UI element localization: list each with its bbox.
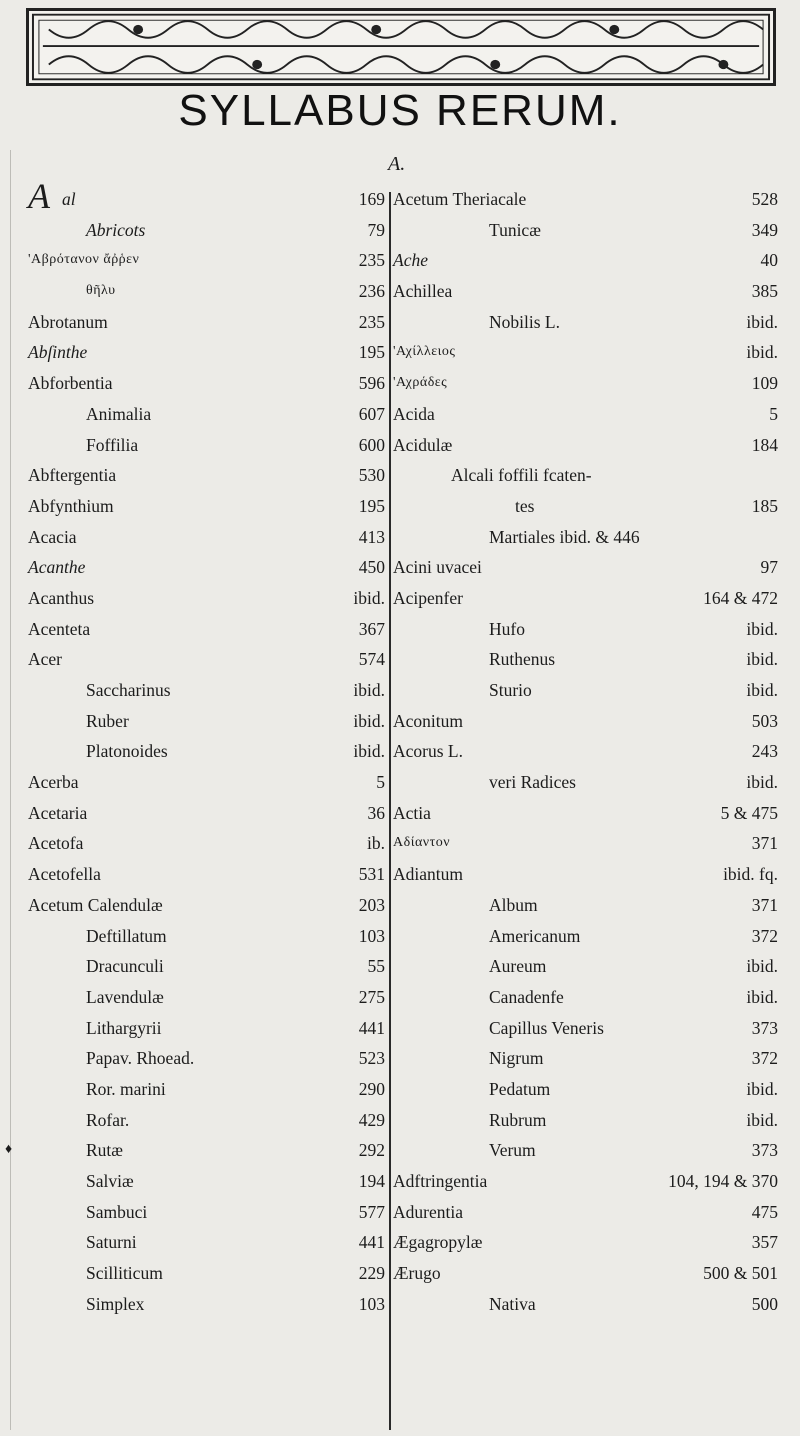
index-entry bbox=[393, 491, 778, 522]
entry-term: Pedatum bbox=[489, 1078, 551, 1099]
entry-term: Acetaria bbox=[28, 802, 88, 823]
entry-page: 349 bbox=[751, 219, 778, 240]
drop-cap: A bbox=[28, 176, 50, 216]
page-title: SYLLABUS RERUM. bbox=[178, 86, 622, 135]
entry-page: 292 bbox=[358, 1140, 385, 1161]
index-entry bbox=[28, 522, 389, 553]
index-entry bbox=[28, 1166, 389, 1197]
margin-bullet: ♦ bbox=[5, 1142, 13, 1158]
index-entry bbox=[393, 921, 778, 952]
entry-term: Ruber bbox=[86, 710, 129, 731]
index-entry bbox=[393, 460, 778, 491]
entry-term: Acer bbox=[28, 649, 63, 670]
entry-page: 164 & 472 bbox=[703, 587, 778, 608]
index-entry bbox=[393, 1289, 778, 1320]
index-entry bbox=[28, 798, 389, 829]
entry-page: 243 bbox=[751, 741, 778, 762]
index-entry bbox=[393, 245, 778, 276]
entry-term: Rofar. bbox=[86, 1109, 130, 1130]
entry-page: ibid. bbox=[746, 986, 778, 1007]
entry-term: Abforbentia bbox=[28, 373, 113, 394]
entry-page: 441 bbox=[358, 1232, 385, 1253]
index-entry bbox=[28, 491, 389, 522]
entry-term: 'Αβρότανον ἄῤῥεν bbox=[28, 252, 140, 268]
index-entry bbox=[28, 828, 389, 859]
index-entry bbox=[393, 1227, 778, 1258]
entry-page: 275 bbox=[358, 986, 385, 1007]
entry-term: Acanthe bbox=[28, 557, 86, 578]
index-entry bbox=[393, 675, 778, 706]
entry-term: veri Radices bbox=[489, 772, 576, 793]
entry-page: 195 bbox=[358, 342, 385, 363]
entry-term: Acorus L. bbox=[393, 741, 463, 762]
entry-page: ibid. bbox=[746, 311, 778, 332]
entry-page: 372 bbox=[751, 925, 778, 946]
entry-page: 97 bbox=[760, 557, 778, 578]
entry-term: Ruthenus bbox=[489, 649, 556, 670]
entry-page: ibid. bbox=[746, 1078, 778, 1099]
index-entry bbox=[393, 1105, 778, 1136]
index-entry bbox=[28, 245, 389, 276]
entry-page: ibid. bbox=[746, 1109, 778, 1130]
entry-page: ibid. bbox=[746, 956, 778, 977]
index-entry bbox=[393, 1258, 778, 1289]
entry-term: Acenteta bbox=[28, 618, 91, 639]
entry-term: Adftringentia bbox=[393, 1171, 488, 1191]
entry-page: 373 bbox=[751, 1017, 778, 1038]
index-entry bbox=[28, 552, 389, 583]
entry-page: 531 bbox=[358, 864, 385, 885]
entry-page: ibid. bbox=[746, 772, 778, 793]
entry-page: ibid. bbox=[746, 649, 778, 670]
entry-page: 596 bbox=[358, 373, 385, 394]
index-entry bbox=[393, 552, 778, 583]
entry-page: ibid. bbox=[746, 680, 778, 700]
section-letter: A. bbox=[388, 153, 406, 175]
index-entry bbox=[28, 583, 389, 614]
entry-page: 185 bbox=[751, 495, 778, 516]
ornamental-header-banner bbox=[26, 8, 776, 86]
entry-term: Aconitum bbox=[393, 710, 463, 731]
entry-page: ibid. bbox=[353, 710, 385, 731]
index-entry bbox=[393, 430, 778, 461]
index-entry bbox=[28, 1289, 389, 1320]
entry-term: Abrotanum bbox=[28, 311, 108, 332]
entry-page: 530 bbox=[358, 465, 385, 486]
entry-page: 109 bbox=[751, 373, 778, 394]
entry-page: 5 & 475 bbox=[720, 802, 778, 823]
entry-page: 79 bbox=[367, 219, 385, 240]
index-entry bbox=[393, 859, 778, 890]
entry-term: tes bbox=[515, 495, 535, 516]
entry-term: Hufo bbox=[489, 618, 525, 639]
index-entry bbox=[28, 215, 389, 246]
entry-page: ibid. bbox=[746, 618, 778, 639]
index-entry bbox=[393, 215, 778, 246]
index-column-left bbox=[5, 176, 389, 1319]
index-entry bbox=[28, 1258, 389, 1289]
entry-term: Acida bbox=[393, 403, 435, 424]
entry-page: 371 bbox=[751, 833, 778, 854]
entry-term: Acini uvacei bbox=[393, 557, 482, 578]
entry-term: Nativa bbox=[489, 1293, 536, 1314]
entry-page: ibid. bbox=[353, 741, 385, 762]
entry-term: Album bbox=[489, 894, 538, 915]
index-entry bbox=[393, 1135, 778, 1166]
entry-page: 104, 194 & 370 bbox=[668, 1171, 778, 1191]
index-entry bbox=[393, 614, 778, 645]
entry-term: 'Αχίλλειος bbox=[393, 344, 456, 360]
index-entry bbox=[393, 522, 778, 553]
entry-page: 441 bbox=[358, 1017, 385, 1038]
entry-term: Abfynthium bbox=[28, 495, 114, 516]
entry-page: 235 bbox=[358, 250, 385, 271]
entry-term: Acacia bbox=[28, 526, 77, 547]
entry-page: 195 bbox=[358, 495, 385, 516]
entry-term: Lithargyrii bbox=[86, 1017, 162, 1038]
entry-term: Achillea bbox=[393, 281, 453, 302]
entry-term: Adurentia bbox=[393, 1201, 463, 1222]
entry-page: 413 bbox=[358, 526, 385, 547]
entry-term: Platonoides bbox=[86, 741, 168, 762]
entry-term: Verum bbox=[489, 1140, 536, 1161]
entry-term: θῆλυ bbox=[86, 283, 116, 299]
entry-page: 236 bbox=[358, 281, 385, 302]
index-entry bbox=[393, 1043, 778, 1074]
entry-term: Salviæ bbox=[86, 1171, 134, 1191]
entry-page: 503 bbox=[751, 710, 778, 731]
entry-page: ib. bbox=[367, 833, 385, 854]
entry-term: Acetofella bbox=[28, 864, 101, 885]
entry-term: Saccharinus bbox=[86, 680, 171, 700]
entry-term: Acetofa bbox=[28, 833, 84, 854]
index-entry bbox=[28, 1197, 389, 1228]
entry-term: Foffilia bbox=[86, 434, 139, 455]
index-entry bbox=[393, 1166, 778, 1197]
entry-term: Simplex bbox=[86, 1293, 145, 1314]
index-entry bbox=[393, 307, 778, 338]
entry-page: 372 bbox=[751, 1048, 778, 1069]
entry-term: Americanum bbox=[489, 925, 581, 946]
entry-term: Capillus Veneris bbox=[489, 1017, 604, 1038]
entry-term: Adiantum bbox=[393, 864, 463, 885]
entry-term: Αδίαντον bbox=[393, 835, 451, 851]
entry-term: Nigrum bbox=[489, 1048, 544, 1069]
entry-term: Acerba bbox=[28, 772, 79, 793]
index-entry bbox=[393, 1013, 778, 1044]
entry-term: Ror. marini bbox=[86, 1078, 166, 1099]
index-entry bbox=[28, 736, 389, 767]
entry-term: Dracunculi bbox=[86, 956, 164, 977]
index-entry bbox=[393, 706, 778, 737]
index-entry bbox=[28, 767, 389, 798]
entry-term: Acanthus bbox=[28, 587, 95, 608]
entry-term: Alcali foffili fcaten- bbox=[451, 465, 592, 486]
entry-page: 184 bbox=[751, 434, 778, 455]
index-entry bbox=[393, 583, 778, 614]
index-entry bbox=[28, 614, 389, 645]
entry-page: 385 bbox=[751, 281, 778, 302]
entry-term: Rubrum bbox=[489, 1109, 547, 1130]
entry-page: 203 bbox=[358, 894, 385, 915]
index-entry bbox=[393, 736, 778, 767]
entry-page: 429 bbox=[358, 1109, 385, 1130]
entry-page: 450 bbox=[358, 557, 385, 578]
entry-page: 229 bbox=[358, 1263, 385, 1284]
entry-term: Canadenfe bbox=[489, 986, 564, 1007]
index-entry bbox=[28, 982, 389, 1013]
entry-term: 'Αχράδες bbox=[393, 375, 448, 391]
entry-page: 475 bbox=[751, 1201, 778, 1222]
index-entry bbox=[393, 644, 778, 675]
entry-term: Sambuci bbox=[86, 1201, 148, 1222]
entry-page: 55 bbox=[367, 956, 385, 977]
index-entry bbox=[393, 1197, 778, 1228]
entry-page: 103 bbox=[358, 1293, 385, 1314]
index-entry bbox=[28, 307, 389, 338]
index-column-right bbox=[393, 184, 778, 1319]
index-entry bbox=[393, 951, 778, 982]
index-entry bbox=[28, 276, 389, 307]
entry-term: Ærugo bbox=[393, 1263, 441, 1284]
entry-page: 194 bbox=[358, 1171, 385, 1191]
entry-term: Actia bbox=[393, 802, 431, 823]
entry-page: 169 bbox=[358, 189, 385, 209]
index-entry bbox=[5, 1135, 389, 1166]
entry-term: Rutæ bbox=[86, 1140, 123, 1161]
entry-term: Abſinthe bbox=[28, 342, 88, 363]
entry-page: 235 bbox=[358, 311, 385, 332]
index-entry bbox=[28, 890, 389, 921]
entry-page: 523 bbox=[358, 1048, 385, 1069]
index-entry bbox=[28, 1074, 389, 1105]
index-entry bbox=[28, 176, 389, 216]
index-entry bbox=[28, 460, 389, 491]
entry-term: Acipenfer bbox=[393, 587, 463, 608]
index-entry bbox=[393, 1074, 778, 1105]
entry-page: 607 bbox=[358, 403, 385, 424]
entry-term: Acidulæ bbox=[393, 434, 453, 455]
entry-page: ibid. bbox=[746, 342, 778, 363]
index-entry bbox=[393, 276, 778, 307]
entry-term: Ægagropylæ bbox=[393, 1232, 483, 1253]
entry-page: ibid. fq. bbox=[723, 864, 778, 885]
index-entry bbox=[393, 982, 778, 1013]
index-entry bbox=[393, 184, 778, 215]
index-entry bbox=[393, 368, 778, 399]
entry-term: Nobilis L. bbox=[489, 311, 560, 332]
index-entry bbox=[28, 337, 389, 368]
index-entry bbox=[28, 644, 389, 675]
index-entry bbox=[393, 767, 778, 798]
index-entry bbox=[28, 859, 389, 890]
entry-term: Animalia bbox=[86, 403, 152, 424]
index-entry bbox=[28, 1013, 389, 1044]
entry-page: 371 bbox=[751, 894, 778, 915]
index-entry bbox=[28, 706, 389, 737]
entry-term: Ache bbox=[393, 250, 428, 271]
entry-term: Acetum Calendulæ bbox=[28, 894, 163, 915]
entry-term: Martiales ibid. & 446 bbox=[489, 526, 640, 547]
entry-term: Aureum bbox=[489, 956, 547, 977]
entry-page: 290 bbox=[358, 1078, 385, 1099]
index-entry bbox=[28, 921, 389, 952]
entry-page: 600 bbox=[358, 434, 385, 455]
entry-page: 40 bbox=[760, 250, 778, 271]
entry-term: Saturni bbox=[86, 1232, 137, 1253]
entry-term: al bbox=[62, 189, 76, 209]
entry-term: Deftillatum bbox=[86, 925, 167, 946]
index-entry bbox=[393, 798, 778, 829]
index-entry bbox=[28, 430, 389, 461]
entry-term: Abricots bbox=[86, 219, 146, 240]
entry-page: 500 & 501 bbox=[703, 1263, 778, 1284]
entry-page: 577 bbox=[358, 1201, 385, 1222]
index-entry bbox=[28, 1105, 389, 1136]
page-edge-rule bbox=[10, 150, 11, 1430]
index-entry bbox=[28, 1043, 389, 1074]
index-entry bbox=[28, 951, 389, 982]
entry-term: Acetum Theriacale bbox=[393, 189, 527, 209]
entry-page: 373 bbox=[751, 1140, 778, 1161]
entry-page: 103 bbox=[358, 925, 385, 946]
column-divider bbox=[389, 192, 391, 1430]
entry-page: 36 bbox=[367, 802, 385, 823]
entry-page: 367 bbox=[358, 618, 385, 639]
entry-term: Abftergentia bbox=[28, 465, 117, 486]
ornament-pattern bbox=[29, 11, 773, 83]
entry-page: 574 bbox=[358, 649, 385, 670]
index-entry bbox=[28, 1227, 389, 1258]
index-entry bbox=[393, 890, 778, 921]
entry-term: Sturio bbox=[489, 680, 532, 700]
index-entry bbox=[393, 399, 778, 430]
entry-page: 528 bbox=[751, 189, 778, 209]
entry-page: 5 bbox=[376, 772, 385, 793]
index-entry bbox=[393, 337, 778, 368]
entry-page: ibid. bbox=[353, 680, 385, 700]
entry-page: ibid. bbox=[353, 587, 385, 608]
entry-page: 5 bbox=[769, 403, 778, 424]
index-entry bbox=[393, 828, 778, 859]
index-entry bbox=[28, 675, 389, 706]
entry-page: 500 bbox=[751, 1293, 778, 1314]
index-entry bbox=[28, 368, 389, 399]
entry-term: Lavendulæ bbox=[86, 986, 164, 1007]
entry-term: Papav. Rhoead. bbox=[86, 1048, 195, 1069]
entry-term: Scilliticum bbox=[86, 1263, 163, 1284]
entry-term: Tunicæ bbox=[489, 219, 541, 240]
index-entry bbox=[28, 399, 389, 430]
entry-page: 357 bbox=[751, 1232, 778, 1253]
